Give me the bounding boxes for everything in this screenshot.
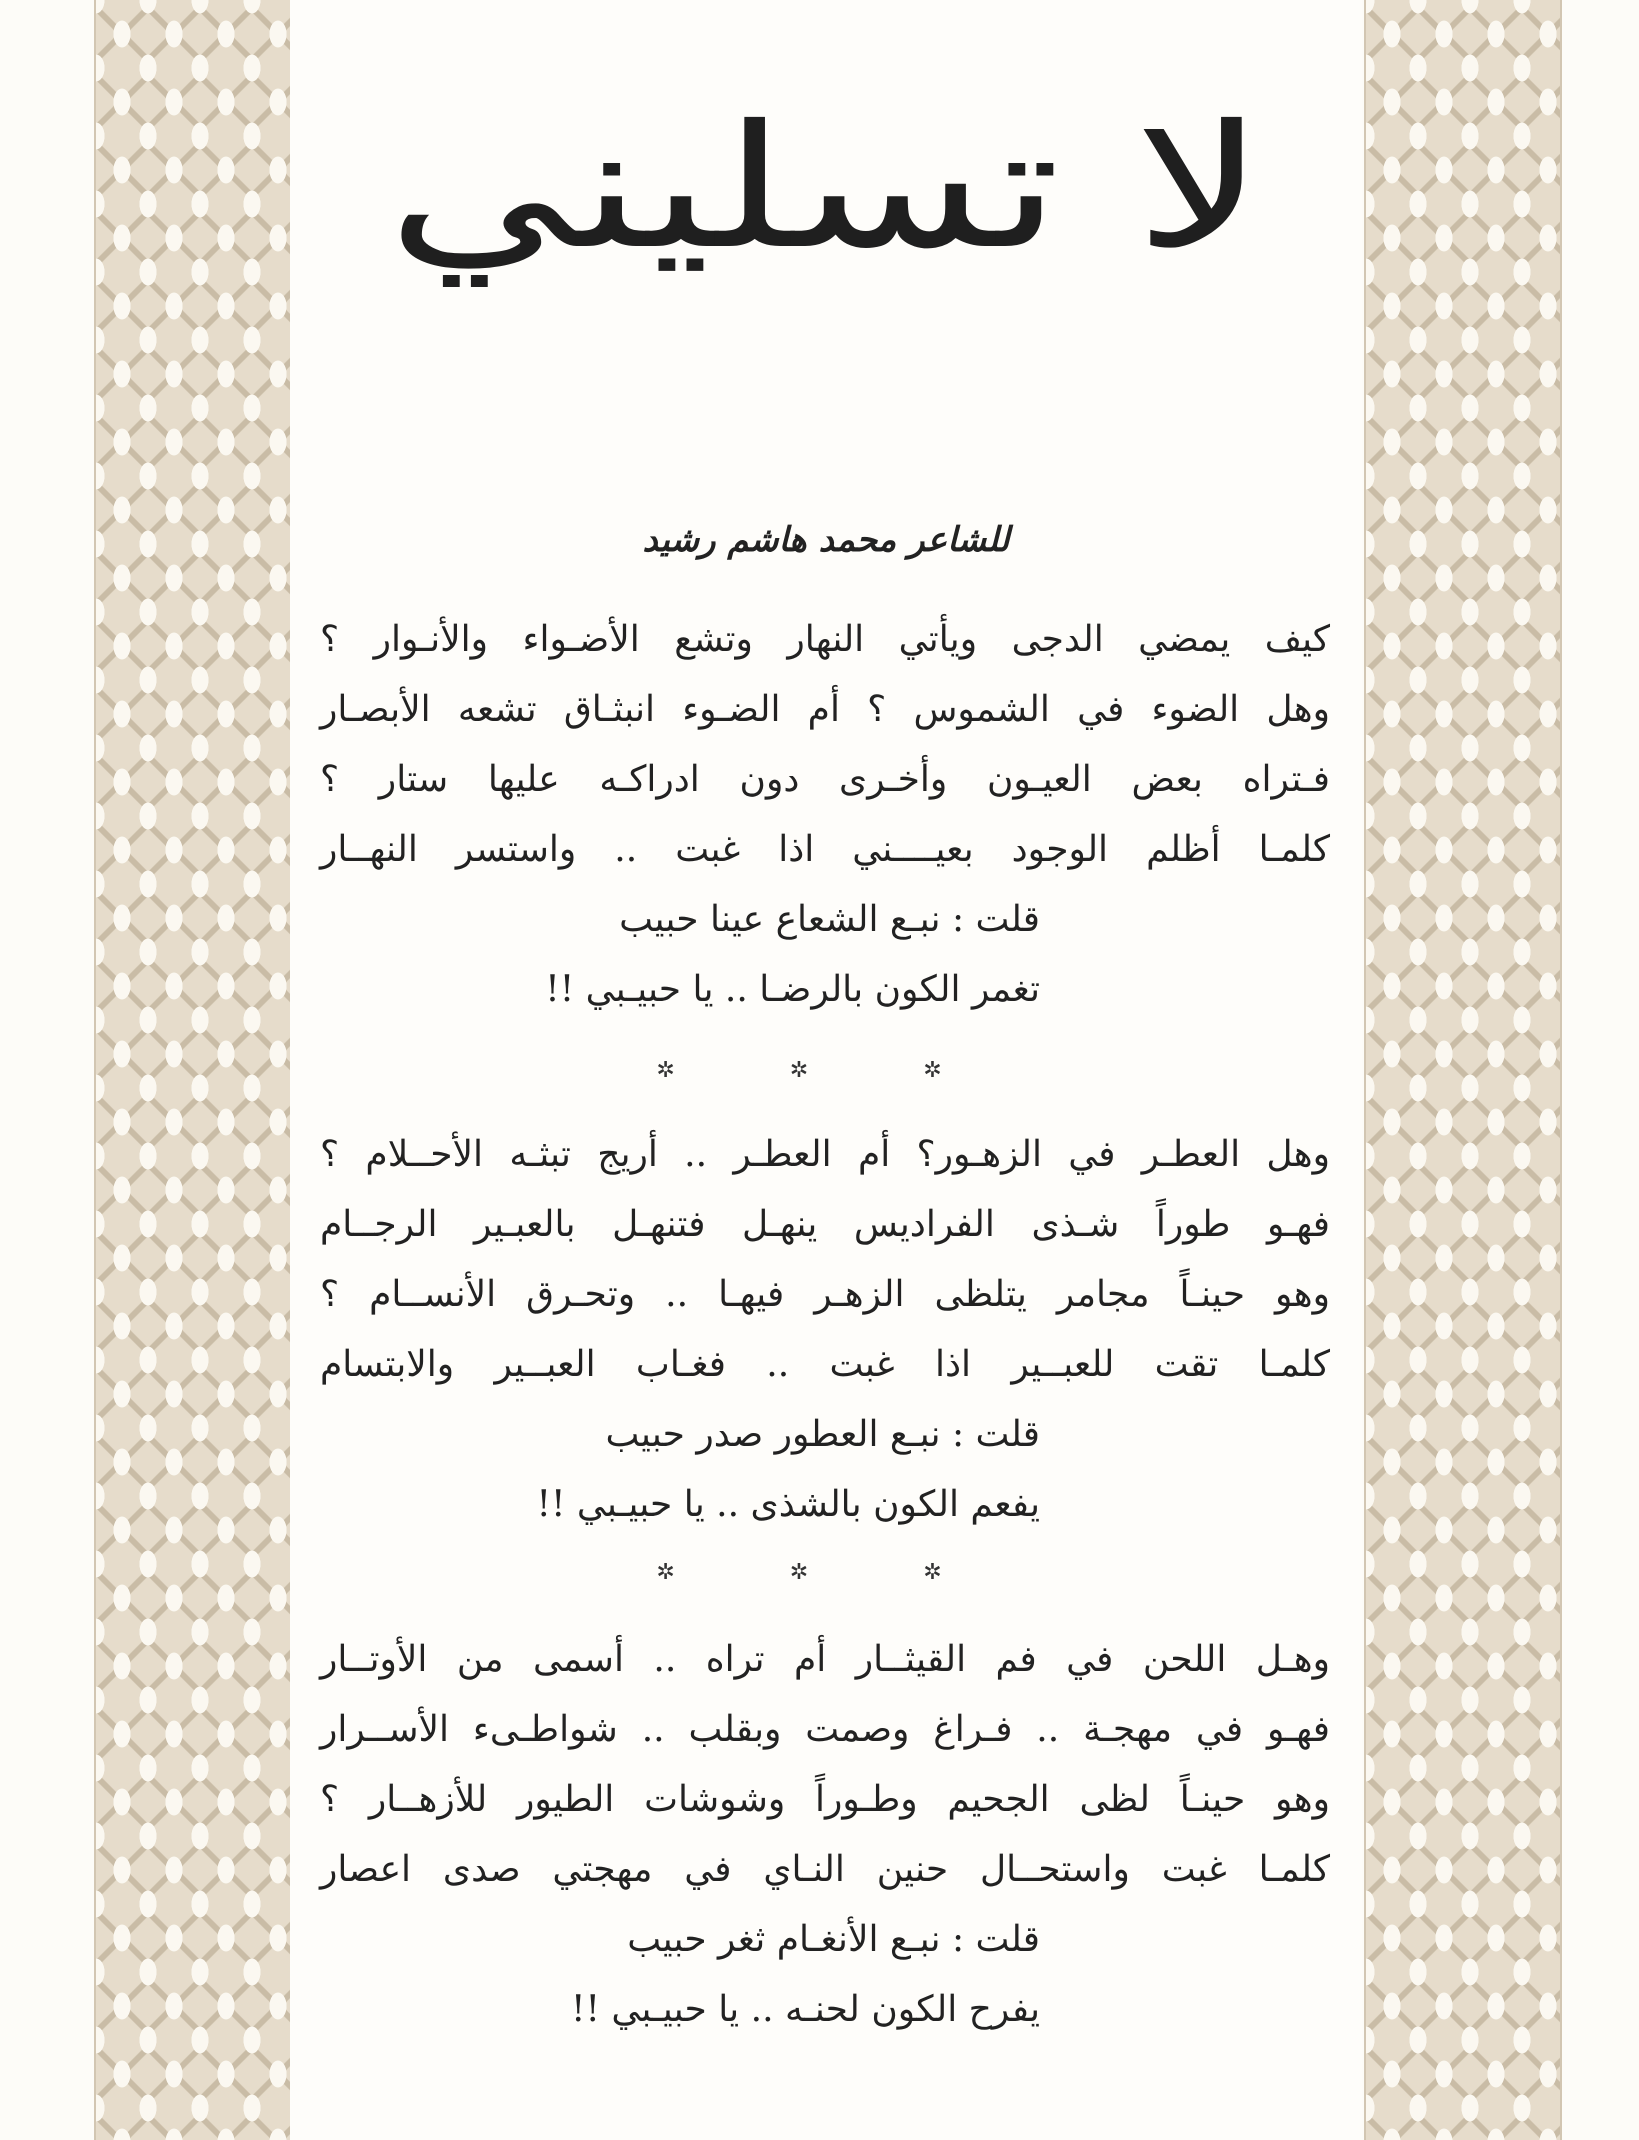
verse-line: فهـو طوراً شـذى الفراديس ينهـل فتنهـل بالعبـير الرجــام <box>320 1204 1330 1245</box>
refrain-line: يفعم الكون بالشذى .. يا حبيـبي !! <box>536 1484 1040 1525</box>
stanza-3 <box>320 1625 1330 2045</box>
verse-line: وهل العطـر في الزهـور؟ أم العطـر .. أريج تبثـه الأحــلام ؟ <box>320 1134 1330 1175</box>
refrain-line: قلت : نبـع الشعاع عينا حبيب <box>619 899 1040 940</box>
poem-title: لا تسليني <box>386 89 1266 287</box>
verse-line: وهـل اللحن في فم القيثــار أم تراه .. أسمى من الأوتــار <box>320 1639 1330 1680</box>
refrain-line: يفرح الكون لحنـه .. يا حبيـبي !! <box>570 1989 1040 2030</box>
refrain-line: قلت : نبـع الأنغـام ثغر حبيب <box>627 1919 1040 1960</box>
stanza-2 <box>320 1120 1330 1540</box>
verse-line: فهـو في مهجـة .. فـراغ وصمت وبقلب .. شواطـىء الأســرار <box>320 1709 1330 1750</box>
verse-line: كيف يمضي الدجى ويأتي النهار وتشع الأضـواء والأنـوار ؟ <box>320 619 1330 660</box>
poet-byline: للشاعر محمد هاشم رشيد <box>642 520 1010 560</box>
stanza-divider: ✲ ✲ ✲ <box>656 1560 996 1585</box>
refrain-line: تغمر الكون بالرضـا .. يا حبيـبي !! <box>545 969 1040 1010</box>
verse-line: وهو حينـاً لظى الجحيم وطـوراً وشوشات الطيور للأزهــار ؟ <box>320 1779 1330 1820</box>
refrain-line: قلت : نبـع العطور صدر حبيب <box>605 1414 1040 1455</box>
ornamental-border-right <box>1364 0 1562 2140</box>
verse-line: كلمـا تقت للعبــير اذا غبت .. فغـاب العبــير والابتسام <box>320 1344 1330 1385</box>
verse-line: فـتراه بعض العيـون وأخـرى دون ادراكـه عليها ستار ؟ <box>320 759 1330 800</box>
verse-line: وهل الضوء في الشموس ؟ أم الضـوء انبثـاق تشعه الأبصـار <box>320 689 1330 730</box>
verse-line: وهو حينـاً مجامر يتلظى الزهـر فيهـا .. وتحـرق الأنســام ؟ <box>320 1274 1330 1315</box>
verse-line: كلمـا أظلم الوجود بعيــــني اذا غبت .. واستسر النهــار <box>320 829 1330 870</box>
ornamental-border-left <box>94 0 292 2140</box>
stanza-1 <box>320 605 1330 1025</box>
verse-line: كلمـا غبت واستحــال حنين النـاي في مهجتي صدى اعصار <box>320 1849 1330 1890</box>
stanza-divider: ✲ ✲ ✲ <box>656 1058 996 1083</box>
